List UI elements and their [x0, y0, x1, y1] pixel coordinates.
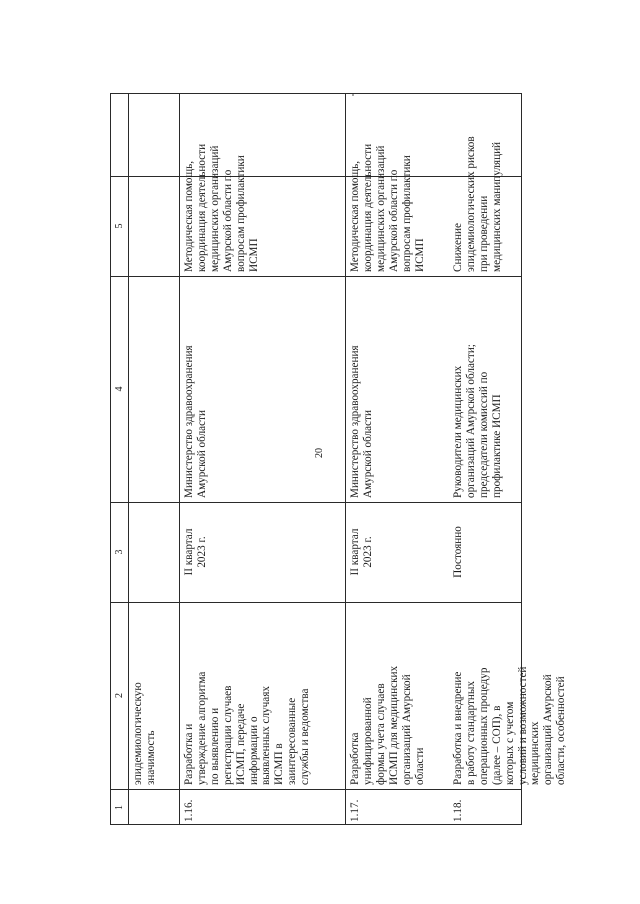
text-line: выявленных случаях — [260, 686, 273, 785]
row-1-17-responsible — [346, 276, 449, 502]
text-line: Снижение — [452, 223, 464, 272]
text-line: Методическая помощь, — [183, 160, 195, 272]
header-col-3: 3 — [114, 549, 125, 555]
text-line: медицинских организаций — [374, 145, 387, 272]
text-line: Министерство здравоохранения — [349, 345, 361, 498]
text-line: унифицированной — [361, 697, 374, 785]
text-line: ИСМП — [247, 238, 260, 272]
row-1-16-activity — [180, 602, 345, 789]
text-line: по выявлению и — [208, 707, 221, 785]
text-line: службы и ведомства — [299, 688, 312, 785]
text-line: ИСМП для медицинских — [387, 665, 400, 785]
text-line: II квартал — [349, 528, 361, 576]
text-line: информации о — [247, 716, 260, 785]
text-line: председатели комиссий по — [477, 371, 490, 498]
text-line: ИСМП — [413, 238, 426, 272]
text-line: ИСМП в — [273, 743, 286, 785]
text-line: организаций Амурской области; — [464, 344, 477, 498]
row-1-18-activity — [449, 602, 573, 789]
text-line: значимость — [144, 730, 157, 785]
row-1-16-deadline — [180, 502, 345, 602]
row-1-18-number: 1.18. — [452, 799, 464, 822]
text-line: регистрации случаев — [221, 685, 234, 785]
text-line: Амурской области — [361, 410, 374, 498]
text-line: координация деятельности — [195, 143, 208, 272]
text-line: Амурской области по — [221, 169, 234, 272]
text-line: 2023 г. — [195, 536, 208, 568]
text-line: утверждение алгоритма — [195, 671, 208, 785]
row-1-16-responsible — [180, 276, 345, 502]
text-line: Министерство здравоохранения — [183, 345, 195, 498]
document-table — [110, 93, 568, 825]
text-line: (далее – СОП), в — [490, 705, 503, 785]
text-line: Амурской области по — [387, 169, 400, 272]
text-line: Разработка и — [183, 723, 195, 785]
text-line: эпидемиологическую — [132, 682, 144, 785]
text-line: организаций Амурской — [542, 674, 555, 785]
text-line: вопросам профилактики — [234, 155, 247, 272]
text-line: медицинских организаций — [208, 145, 221, 272]
text-line: организаций Амурской — [400, 674, 413, 785]
row-1-16-result — [180, 94, 345, 276]
row-1-17-result — [346, 94, 449, 276]
text-line: условий и возможностей — [516, 666, 529, 785]
row-1-17-deadline — [346, 502, 449, 602]
header-col-4: 4 — [114, 386, 125, 392]
row-1-18-deadline — [449, 502, 521, 602]
text-line: области — [413, 747, 426, 785]
header-col-2: 2 — [114, 693, 125, 698]
row-1-17-activity — [346, 602, 449, 789]
text-line: в работу стандартных — [464, 681, 477, 785]
page-number: 20 — [314, 448, 325, 458]
text-line: заинтересованные — [286, 697, 299, 785]
row-1-17-number: 1.17. — [349, 799, 361, 822]
text-line: формы учета случаев — [374, 683, 387, 785]
text-line: при проведении — [477, 195, 490, 272]
text-line: Амурской области — [195, 410, 208, 498]
text-line: II квартал — [183, 528, 195, 576]
text-line: координация деятельности — [361, 143, 374, 272]
text-line: Методическая помощь, — [349, 160, 361, 272]
header-col-5: 5 — [114, 223, 125, 229]
text-line: Разработка — [349, 732, 361, 785]
text-line: области, особенностей — [555, 676, 568, 785]
continuation-cell — [129, 602, 179, 789]
text-line: ИСМП, передаче — [234, 703, 247, 785]
row-1-18-responsible — [449, 276, 521, 502]
text-line: Руководители медицинских — [452, 365, 464, 498]
text-line: Постоянно — [452, 526, 464, 578]
text-line: вопросам профилактики — [400, 155, 413, 272]
header-col-1: 1 — [114, 805, 125, 810]
row-1-16-number: 1.16. — [183, 799, 195, 822]
text-line: Разработка и внедрение — [452, 671, 464, 785]
text-line: медицинских — [529, 721, 542, 785]
row-1-18-result — [449, 94, 521, 276]
text-line: эпидемиологических рисков — [464, 136, 477, 272]
text-line: которых с учетом — [503, 701, 516, 785]
text-line: операционных процедур — [477, 667, 490, 785]
text-line: медицинских манипуляций — [490, 141, 503, 272]
text-line: профилактике ИСМП — [490, 394, 503, 498]
text-line: 2023 г. — [361, 536, 374, 568]
